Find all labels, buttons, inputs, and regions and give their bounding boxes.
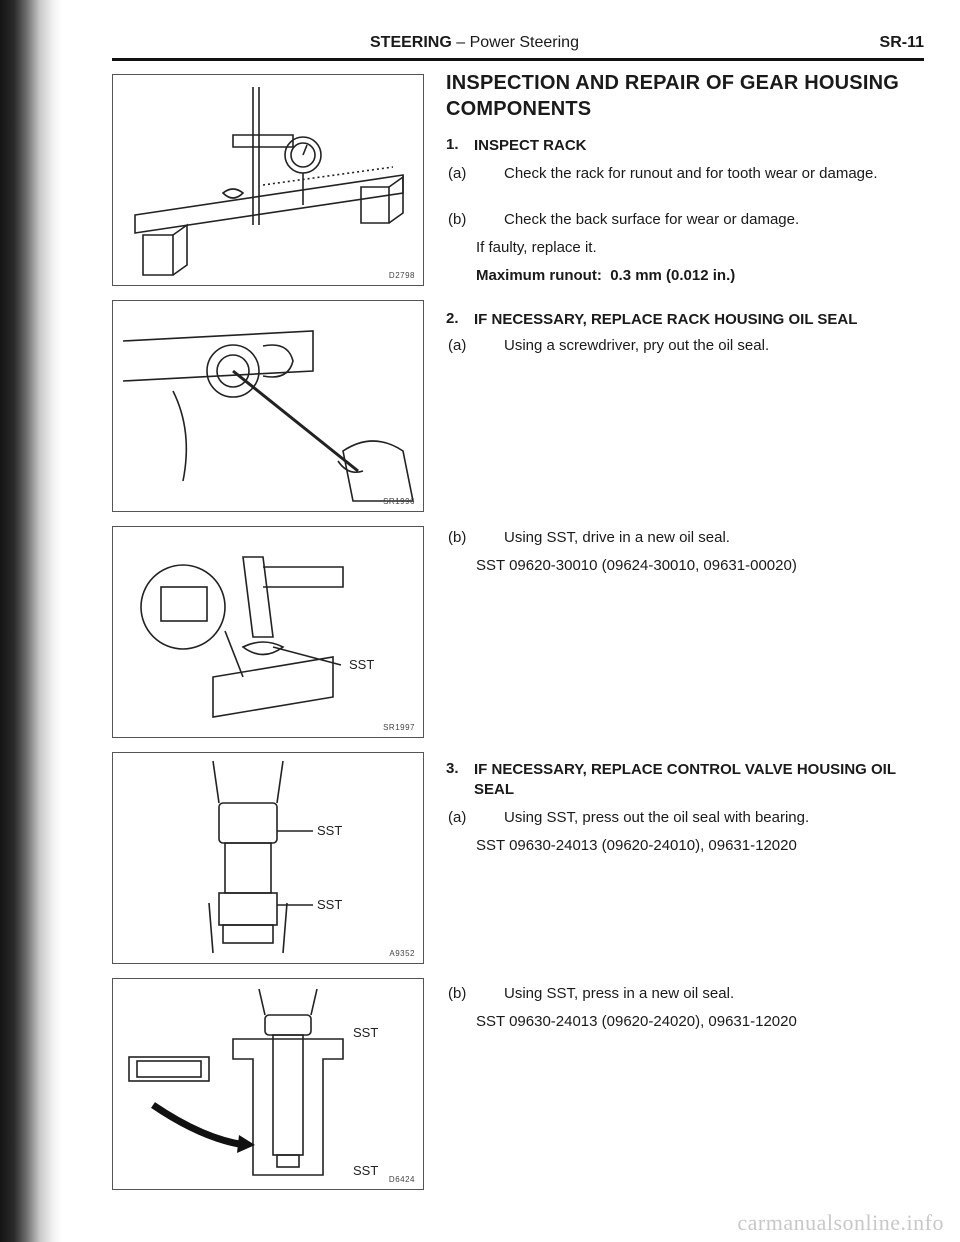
- header-rule: [112, 58, 924, 61]
- step3-b: [448, 984, 950, 1004]
- step2-title: IF NECESSARY, REPLACE RACK HOUSING OIL SEAL: [474, 311, 858, 328]
- page-number: SR-11: [879, 34, 924, 51]
- sst-label-lower: SST: [353, 1163, 379, 1178]
- page-binding-shadow: [0, 0, 62, 1242]
- press-in-illustration: [113, 979, 423, 1189]
- sst-label-upper: SST: [353, 1025, 379, 1040]
- step1-a-letter: (a): [448, 165, 467, 182]
- header-section: STEERING: [370, 34, 452, 51]
- step3-title-line2: SEAL: [474, 781, 515, 798]
- step3-a-text: Using SST, press out the oil seal with bearing.: [504, 809, 810, 826]
- press-out-illustration: [113, 753, 423, 963]
- pry-seal-illustration: [113, 301, 423, 511]
- section-heading-line1: INSPECTION AND REPAIR OF GEAR HOUSING: [446, 72, 899, 94]
- step1-title: INSPECT RACK: [474, 137, 587, 154]
- step1-b-letter: (b): [448, 211, 467, 228]
- figure-rack-runout: [112, 74, 424, 286]
- figure-code: D2798: [388, 271, 415, 280]
- step2-a-letter: (a): [448, 337, 467, 354]
- step3-b-letter: (b): [448, 985, 467, 1002]
- step1-spec: [476, 266, 922, 286]
- header-title: [370, 34, 579, 52]
- section-heading-line2: COMPONENTS: [446, 98, 592, 120]
- step2-b-sst: SST 09620-30010 (09624-30010, 09631-00020): [476, 557, 797, 574]
- figure-code: SR1997: [383, 723, 415, 732]
- drive-seal-illustration: [113, 527, 423, 737]
- step2-b: [448, 528, 950, 548]
- step2-a: [448, 336, 950, 356]
- header-subsection: – Power Steering: [451, 34, 579, 51]
- step1-b-text: Check the back surface for wear or damage.: [504, 211, 800, 228]
- figure-code: SR1996: [383, 497, 415, 506]
- step3-b-text: Using SST, press in a new oil seal.: [504, 985, 735, 1002]
- step2-a-text: Using a screwdriver, pry out the oil seal.: [504, 337, 770, 354]
- section-heading: [446, 70, 926, 122]
- step1-b: [448, 210, 950, 230]
- watermark: carmanualsonline.info: [737, 1210, 944, 1235]
- step1-a: [448, 164, 950, 184]
- figure-press-in-seal: [112, 978, 424, 1190]
- step3-a: [448, 808, 950, 828]
- sst-label: SST: [349, 657, 375, 672]
- figure-pry-oil-seal: [112, 300, 424, 512]
- step1-spec-label: Maximum runout:: [476, 267, 602, 284]
- sst-label-lower: SST: [317, 897, 343, 912]
- step2-b-letter: (b): [448, 529, 467, 546]
- step2-number: 2.: [446, 310, 459, 327]
- step1-number: 1.: [446, 136, 459, 153]
- step3-a-sst: SST 09630-24013 (09620-24010), 09631-12020: [476, 837, 797, 854]
- step1-note: If faulty, replace it.: [476, 239, 597, 256]
- step3-number: 3.: [446, 760, 459, 777]
- step3-a-letter: (a): [448, 809, 467, 826]
- step3-title: [474, 760, 924, 800]
- figure-press-out-seal: [112, 752, 424, 964]
- figure-code: D6424: [388, 1175, 415, 1184]
- step1-spec-value: 0.3 mm (0.012 in.): [610, 267, 736, 284]
- step3-title-line1: IF NECESSARY, REPLACE CONTROL VALVE HOUSING OIL: [474, 761, 896, 778]
- step2-b-text: Using SST, drive in a new oil seal.: [504, 529, 730, 546]
- step3-b-sst: SST 09630-24013 (09620-24020), 09631-12020: [476, 1013, 797, 1030]
- figure-code: A9352: [389, 949, 415, 958]
- page-header: [112, 32, 924, 60]
- sst-label-upper: SST: [317, 823, 343, 838]
- rack-runout-illustration: [113, 75, 423, 285]
- step1-a-text: Check the rack for runout and for tooth wear or damage.: [504, 165, 878, 182]
- figure-drive-oil-seal: [112, 526, 424, 738]
